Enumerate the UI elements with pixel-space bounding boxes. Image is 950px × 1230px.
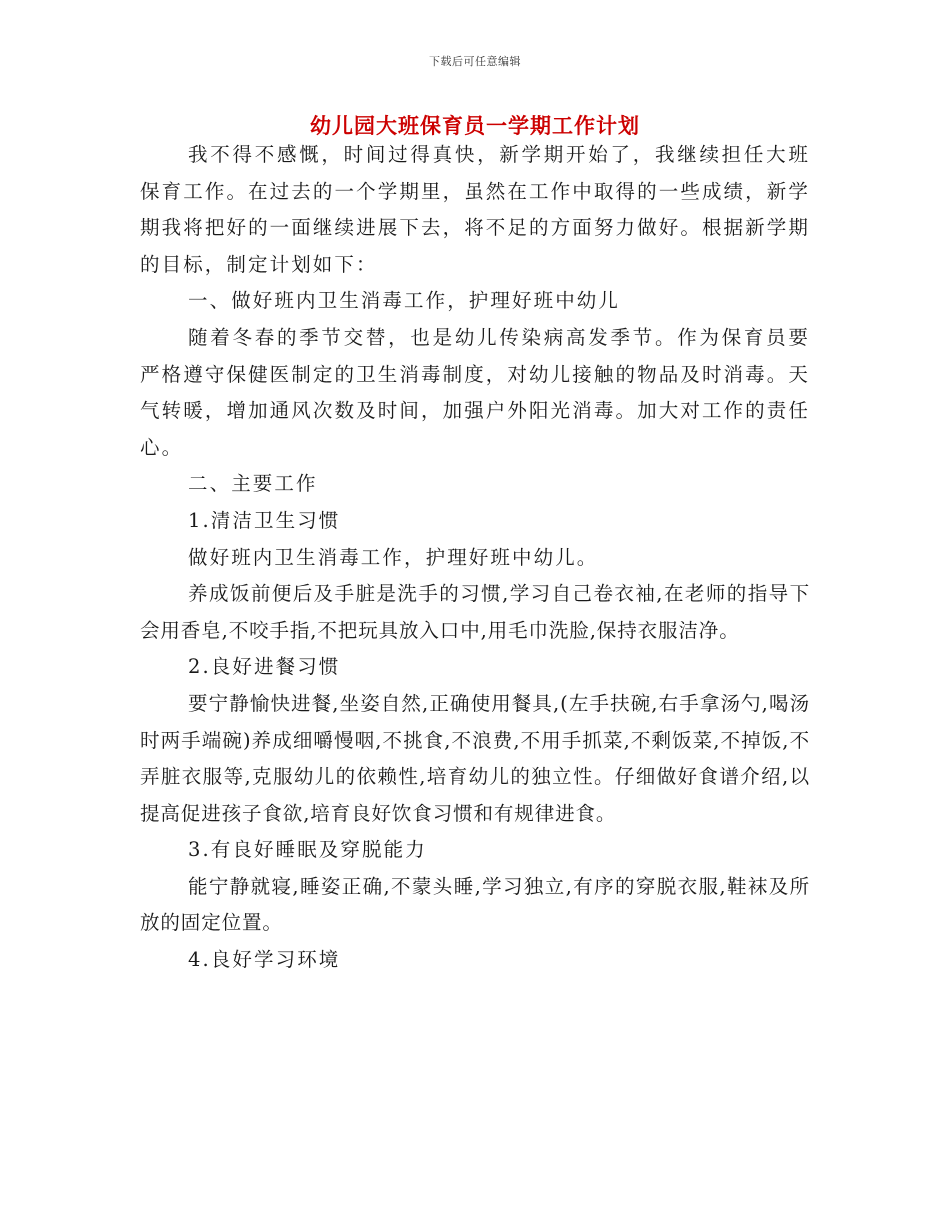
subheading-clean-habits: 1.清洁卫生习惯 xyxy=(188,508,341,532)
hygiene-paragraph: 随着冬春的季节交替，也是幼儿传染病高发季节。作为保育员要严格遵守保健医制定的卫生消毒制度，对幼儿接触的物品及时消毒。天气转暖，增加通风次数及时间，加强户外阳光消毒。加大对工作的责任心。 xyxy=(140,325,810,459)
subheading-eating-habits: 2.良好进餐习惯 xyxy=(188,655,341,679)
intro-paragraph: 我不得不感慨，时间过得真快，新学期开始了，我继续担任大班保育工作。在过去的一个学期里，虽然在工作中取得的一些成绩，新学期我将把好的一面继续进展下去，将不足的方面努力做好。根据新学期的目标，制定计划如下： xyxy=(140,143,810,276)
clean-habits-paragraph: 做好班内卫生消毒工作，护理好班中幼儿。 xyxy=(188,545,599,569)
header-note: 下载后可任意编辑 xyxy=(429,55,521,68)
subheading-sleep: 3.有良好睡眠及穿脱能力 xyxy=(188,838,427,862)
eating-habits-paragraph: 要宁静愉快进餐,坐姿自然,正确使用餐具,(左手扶碗,右手拿汤勺,喝汤时两手端碗)养成细嚼慢咽,不挑食,不浪费,不用手抓菜,不剩饭菜,不掉饭,不弄脏衣服等,克服幼儿的依赖性,培育幼儿的独立性。仔细做好食谱介绍,以提高促进孩子食欲,培育良好饮食习惯和有规律进食。 xyxy=(140,691,810,825)
section-heading-main-work: 二、主要工作 xyxy=(188,472,318,496)
sleep-paragraph: 能宁静就寝,睡姿正确,不蒙头睡,学习独立,有序的穿脱衣服,鞋袜及所放的固定位置。 xyxy=(140,874,810,935)
handwashing-paragraph: 养成饭前便后及手脏是洗手的习惯,学习自己卷衣袖,在老师的指导下会用香皂,不咬手指,不把玩具放入口中,用毛巾洗脸,保持衣服洁净。 xyxy=(140,582,810,642)
document-body xyxy=(140,137,810,979)
subheading-learning-environment: 4.良好学习环境 xyxy=(188,948,341,972)
document-title: 幼儿园大班保育员一学期工作计划 xyxy=(310,113,640,138)
section-heading-hygiene: 一、做好班内卫生消毒工作，护理好班中幼儿 xyxy=(188,289,621,313)
